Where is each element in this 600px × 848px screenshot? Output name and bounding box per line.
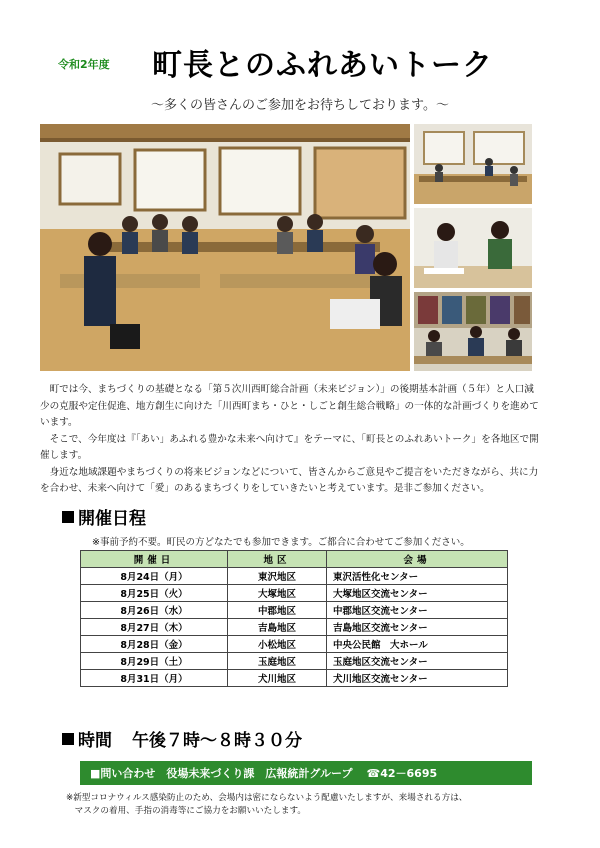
intro-paragraph: 身近な地域課題やまちづくりの将来ビジョンなどについて、皆さんからご意見やご提言をいただきながら、共に力を合わせ、未来へ向けて「愛」のあるまちづくりをしていきたいと考えています。是非ご参加ください。 [40, 466, 539, 494]
row-date: 8月28日（金） [81, 636, 228, 653]
column-header-date: 開催日 [81, 551, 228, 568]
meeting-hall-photo [414, 124, 532, 204]
intro-paragraph: そこで、今年度は『「あい」あふれる豊かな未来へ向けて』をテーマに、「町長とのふれあいトーク」を各地区で開催します。 [40, 433, 539, 461]
page-title: 町長とのふれあいトーク [152, 48, 493, 83]
table-header-row [81, 551, 508, 568]
row-venue: 吉島地区交流センター [327, 619, 508, 636]
schedule-heading [62, 504, 146, 529]
row-area: 玉庭地区 [228, 653, 327, 670]
intro-paragraph: 町では今、まちづくりの基礎となる「第５次川西町総合計画（未来ビジョン）」の後期基本計画（５年）と人口減少の克服や定住促進、地方創生に向けた「川西町まち・ひと・しごと創生総合戦略」の一体的な計画づくりを進めています。 [40, 384, 539, 428]
row-area: 中郡地区 [228, 602, 327, 619]
table-row [81, 636, 508, 653]
schedule-table [80, 550, 508, 687]
page-subtitle: ～多くの皆さんのご参加をお待ちしております。～ [151, 98, 449, 113]
row-venue: 犬川地区交流センター [327, 670, 508, 687]
intro-text [40, 382, 542, 498]
time-value: 午後７時～８時３０分 [132, 731, 302, 751]
schedule-heading-label: 開催日程 [78, 509, 146, 529]
row-date: 8月27日（木） [81, 619, 228, 636]
row-date: 8月31日（月） [81, 670, 228, 687]
town-hall-meeting-photo [40, 124, 410, 371]
row-date: 8月24日（月） [81, 568, 228, 585]
square-bullet-icon [62, 511, 74, 523]
table-row [81, 568, 508, 585]
participants-photo [414, 208, 532, 288]
square-bullet-icon [62, 733, 74, 745]
contact-label: ■問い合わせ 役場未来づくり課 広報統計グループ [90, 767, 353, 780]
column-header-area: 地区 [228, 551, 327, 568]
footnote-line: ※新型コロナウィルス感染防止のため、会場内は密にならないよう配慮いたしますが、来場される方は、 [66, 793, 468, 803]
row-area: 小松地区 [228, 636, 327, 653]
row-venue: 中央公民館 大ホール [327, 636, 508, 653]
row-venue: 中郡地区交流センター [327, 602, 508, 619]
table-row [81, 653, 508, 670]
contact-phone [367, 765, 438, 781]
table-row [81, 619, 508, 636]
footnote [66, 792, 536, 818]
row-area: 大塚地区 [228, 585, 327, 602]
table-row [81, 670, 508, 687]
library-meeting-photo [414, 292, 532, 371]
contact-bar [80, 761, 532, 785]
footnote-line: マスクの着用、手指の消毒等にご協力をお願いいたします。 [74, 806, 306, 816]
table-row [81, 602, 508, 619]
year-label: 令和2年度 [58, 58, 110, 71]
row-date: 8月29日（土） [81, 653, 228, 670]
phone-number: 42－6695 [380, 767, 438, 780]
row-date: 8月25日（火） [81, 585, 228, 602]
row-venue: 玉庭地区交流センター [327, 653, 508, 670]
row-venue: 大塚地区交流センター [327, 585, 508, 602]
schedule-note: ※事前予約不要。町民の方どなたでも参加できます。ご都合に合わせてご参加ください。 [92, 537, 470, 548]
row-venue: 東沢活性化センター [327, 568, 508, 585]
row-area: 犬川地区 [228, 670, 327, 687]
table-row [81, 585, 508, 602]
row-area: 東沢地区 [228, 568, 327, 585]
column-header-venue: 会場 [327, 551, 508, 568]
time-heading [62, 726, 302, 751]
telephone-icon: ☎ [366, 767, 381, 780]
row-date: 8月26日（水） [81, 602, 228, 619]
row-area: 吉島地区 [228, 619, 327, 636]
time-heading-label: 時間 [78, 731, 112, 751]
